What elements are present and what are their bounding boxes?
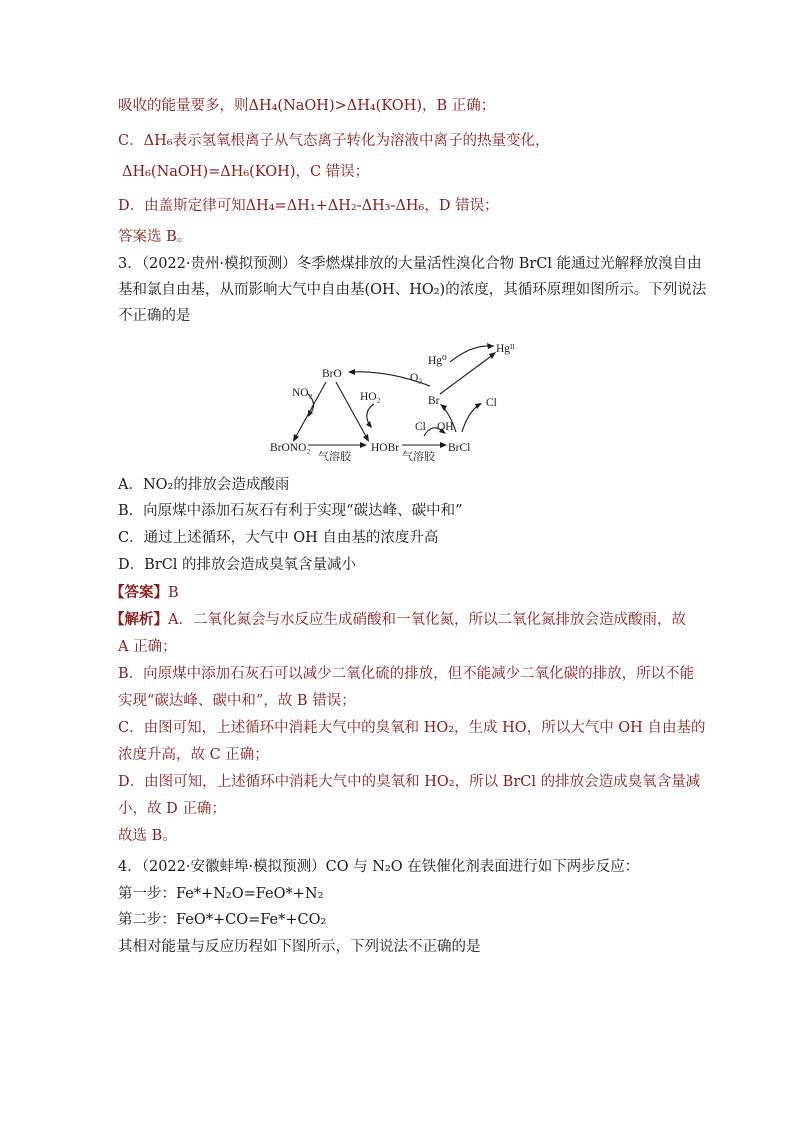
arrowhead bbox=[440, 442, 447, 448]
analysis-line: 小，故 D 正确； bbox=[118, 801, 226, 817]
option-b: B．向原煤中添加石灰石有利于实现“碳达峰、碳中和” bbox=[118, 503, 463, 519]
text-line: 吸收的能量要多，则ΔH₄(NaOH)>ΔH₄(KOH)，B 正确； bbox=[118, 98, 496, 114]
arrowhead bbox=[487, 343, 494, 349]
arrowhead bbox=[363, 434, 369, 442]
label-hg2: Hgᴵᴵ bbox=[496, 343, 515, 355]
label-hobr: HOBr bbox=[371, 442, 400, 454]
analysis-line: A 正确； bbox=[118, 639, 177, 655]
analysis-text: A．二氧化氮会与水反应生成硝酸和一氧化氮，所以二氧化氮排放会造成酸雨，故 bbox=[168, 612, 686, 628]
label-cl-small: Cl bbox=[415, 421, 426, 433]
label-br: Br bbox=[428, 395, 440, 407]
question-4-step: 第二步：FeO*+CO=Fe*+CO₂ bbox=[118, 912, 327, 928]
arrowhead bbox=[366, 421, 372, 428]
question-4-text: 其相对能量与反应历程如下图所示，下列说法不正确的是 bbox=[118, 939, 481, 955]
analysis-line: 实现“碳达峰、碳中和”，故 B 错误； bbox=[118, 693, 356, 709]
label-hg0: Hg⁰ bbox=[428, 355, 447, 367]
bromine-cycle-diagram bbox=[262, 334, 532, 469]
label-aerosol-1: 气溶胶 bbox=[318, 450, 351, 463]
option-c: C．通过上述循环，大气中 OH 自由基的浓度升高 bbox=[118, 530, 439, 546]
text-line: D．由盖斯定律可知ΔH₄=ΔH₁+ΔH₂-ΔH₃-ΔH₆，D 错误； bbox=[118, 198, 499, 214]
text-line: 答案选 B。 bbox=[118, 229, 192, 245]
label-bro: BrO bbox=[322, 368, 342, 380]
arrowhead bbox=[475, 403, 482, 409]
question-4-text: 4．（2022·安徽蚌埠·模拟预测）CO 与 N₂O 在铁催化剂表面进行如下两步反应： bbox=[118, 859, 640, 875]
label-ho2: HO₂ bbox=[360, 391, 381, 403]
analysis-line: B．向原煤中添加石灰石可以减少二氧化硫的排放，但不能减少二氧化碳的排放，所以不能 bbox=[118, 666, 695, 682]
text-line: ΔH₆(NaOH)=ΔH₆(KOH)，C 错误； bbox=[122, 164, 370, 180]
option-d: D．BrCl 的排放会造成臭氧含量减小 bbox=[118, 557, 357, 573]
arrowhead bbox=[293, 434, 299, 442]
arrowhead bbox=[360, 442, 367, 448]
arrow-br-hg bbox=[440, 354, 494, 394]
answer-value: B bbox=[168, 585, 179, 601]
analysis-line: 浓度升高，故 C 正确； bbox=[118, 747, 269, 763]
label-o3: O₃ bbox=[410, 372, 423, 384]
analysis-label: 【解析】 bbox=[110, 611, 168, 628]
question-3-text: 3．（2022·贵州·模拟预测）冬季燃煤排放的大量活性溴化合物 BrCl 能通过光解释放溴自由 bbox=[118, 256, 702, 272]
label-cl: Cl bbox=[486, 397, 497, 409]
question-4-step: 第一步：Fe*+N₂O=FeO*+N₂ bbox=[118, 886, 324, 902]
answer-line bbox=[110, 583, 179, 603]
analysis-line: 故选 B。 bbox=[118, 828, 177, 844]
text-line: C．ΔH₆表示氢氧根离子从气态离子转化为溶液中离子的热量变化， bbox=[118, 133, 550, 149]
analysis-line: C．由图可知，上述循环中消耗大气中的臭氧和 HO₂，生成 HO，所以大气中 OH 自由基的 bbox=[118, 720, 706, 736]
label-no2: NO₂ bbox=[292, 387, 313, 399]
arrowhead bbox=[489, 352, 496, 359]
option-a: A．NO₂的排放会造成酸雨 bbox=[118, 477, 290, 493]
answer-label: 【答案】 bbox=[110, 584, 168, 601]
analysis-line: D．由图可知，上述循环中消耗大气中的臭氧和 HO₂，所以 BrCl 的排放会造成臭氧含量减 bbox=[118, 774, 701, 790]
label-aerosol-2: 气溶胶 bbox=[402, 450, 435, 463]
analysis-line bbox=[110, 610, 686, 630]
question-3-text: 基和氯自由基，从而影响大气中自由基(OH、HO₂)的浓度，其循环原理如图所示。下列说法 bbox=[118, 282, 707, 298]
label-oh: OH bbox=[437, 421, 454, 433]
question-3-text: 不正确的是 bbox=[118, 308, 191, 324]
label-brcl: BrCl bbox=[448, 442, 471, 454]
label-brono2: BrONO₂ bbox=[270, 442, 311, 454]
arrowhead bbox=[348, 369, 355, 375]
